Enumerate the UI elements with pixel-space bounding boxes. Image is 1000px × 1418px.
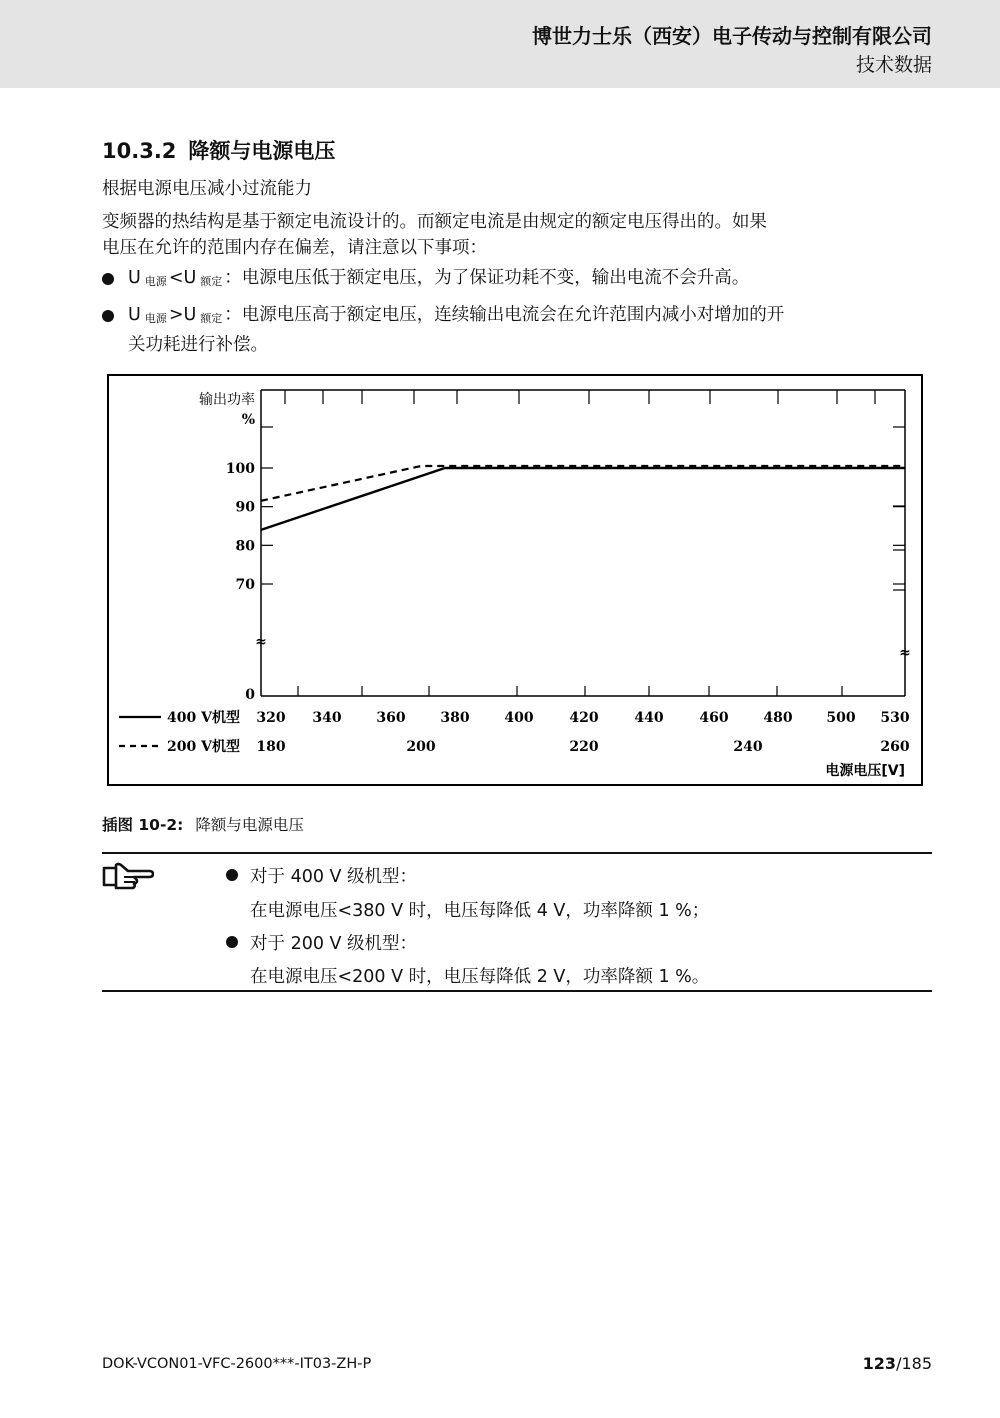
x-tick-label-400v: 500 [826, 710, 856, 726]
bullet-dot-icon [102, 273, 114, 285]
x-axis-label: 电源电压[V] [825, 763, 905, 779]
intro-paragraph [102, 209, 932, 261]
comparison: <U [168, 268, 197, 288]
intro-paragraph-line-1: 变频器的热结构是基于额定电流设计的。而额定电流是由规定的额定电压得出的。如果 [102, 212, 767, 232]
chart-canvas [109, 376, 925, 788]
intro-line: 根据电源电压减小过流能力 [102, 179, 312, 199]
total-pages: /185 [896, 1354, 932, 1373]
document-id: DOK-VCON01-VFC-2600***-IT03-ZH-P [102, 1356, 372, 1372]
symbol-u: U [128, 305, 141, 325]
x-tick-label-400v: 460 [699, 710, 729, 726]
intro-paragraph-line-2: 电压在允许的范围内存在偏差，请注意以下事项： [102, 238, 487, 258]
x-tick-label-200v: 180 [256, 739, 286, 755]
symbol-u: U [128, 268, 141, 288]
derating-chart [107, 374, 923, 786]
caption-text: 降额与电源电压 [195, 816, 304, 834]
y-axis-label: 输出功率 [199, 392, 255, 408]
subscript-supply: 电源 [144, 275, 167, 288]
subscript-rated: 额定 [200, 275, 223, 288]
x-tick-label-200v: 220 [569, 739, 599, 755]
section-title: 降额与电源电压 [188, 139, 336, 163]
bullet-item-overvoltage [102, 302, 932, 359]
bullet-dot-icon [226, 869, 238, 881]
x-tick-label-200v: 240 [733, 739, 763, 755]
x-tick-label-400v: 420 [569, 710, 599, 726]
note-item-400v-head: 对于 400 V 级机型： [250, 867, 418, 887]
x-tick-label-400v: 320 [256, 710, 286, 726]
x-tick-label-200v: 200 [406, 739, 436, 755]
y-tick-label: 90 [235, 499, 255, 516]
legend-label-400v: 400 V机型 [167, 710, 240, 726]
x-tick-label-400v: 380 [440, 710, 470, 726]
bullet-text-continued: 关功耗进行补偿。 [128, 335, 268, 355]
x-tick-label-400v: 530 [880, 710, 910, 726]
series-line-400v [261, 468, 905, 530]
section-heading [102, 135, 335, 165]
bullet-text: ：电源电压低于额定电压，为了保证功耗不变，输出电流不会升高。 [224, 268, 750, 288]
y-tick-label: 80 [235, 538, 255, 555]
note-item-200v-body: 在电源电压<200 V 时，电压每降低 2 V，功率降额 1 %。 [250, 967, 710, 987]
x-tick-label-400v: 340 [312, 710, 342, 726]
chapter-name: 技术数据 [855, 54, 932, 76]
x-tick-label-400v: 480 [763, 710, 793, 726]
y-axis-unit: % [241, 412, 255, 428]
note-bottom-rule [102, 990, 932, 992]
axis-break-symbol: ≈ [899, 645, 911, 661]
bullet-text: ：电源电压高于额定电压，连续输出电流会在允许范围内减小对增加的开 [224, 305, 785, 325]
x-tick-label-400v: 360 [376, 710, 406, 726]
current-page: 123 [862, 1354, 897, 1373]
bullet-item-undervoltage [102, 265, 932, 295]
section-number: 10.3.2 [102, 139, 177, 163]
bullet-dot-icon [102, 310, 114, 322]
bullet-dot-icon [226, 936, 238, 948]
subscript-rated: 额定 [200, 312, 223, 325]
y-tick-label: 0 [245, 687, 255, 703]
subscript-supply: 电源 [144, 312, 167, 325]
note-item-200v-head: 对于 200 V 级机型： [250, 934, 418, 954]
x-tick-label-400v: 440 [634, 710, 664, 726]
page-number [863, 1354, 932, 1373]
comparison: >U [168, 305, 197, 325]
figure-caption [102, 813, 304, 835]
caption-label: 插图 10-2: [102, 816, 184, 834]
series-line-200v [261, 466, 905, 501]
axis-break-symbol: ≈ [255, 634, 267, 650]
company-name: 博世力士乐（西安）电子传动与控制有限公司 [532, 24, 932, 48]
note-item-400v-body: 在电源电压<380 V 时，电压每降低 4 V，功率降额 1 %； [250, 901, 710, 921]
pointing-hand-icon [102, 862, 154, 894]
x-tick-label-200v: 260 [880, 739, 910, 755]
y-tick-label: 70 [235, 577, 255, 593]
x-tick-label-400v: 400 [504, 710, 534, 726]
note-top-rule [102, 852, 932, 854]
y-tick-label: 100 [225, 461, 255, 477]
legend-label-200v: 200 V机型 [167, 739, 240, 755]
